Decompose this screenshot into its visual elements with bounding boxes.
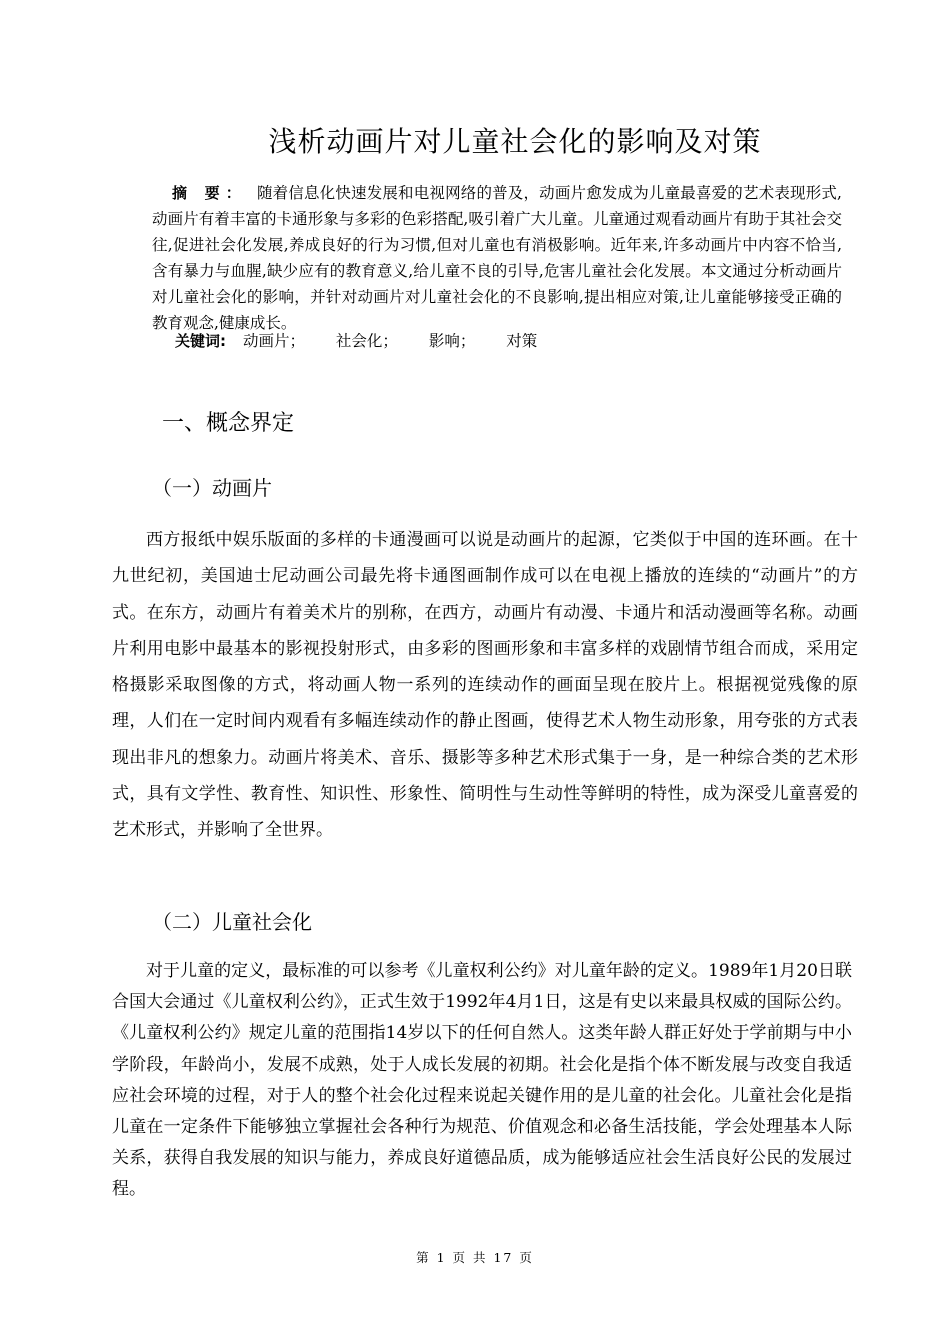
paragraph-animation: 西方报纸中娱乐版面的多样的卡通漫画可以说是动画片的起源，它类似于中国的连环画。在十九世纪初，美国迪士尼动画公司最先将卡通图画制作成可以在电视上播放的连续的“动画片”的方式。在东方，动画片有着美术片的别称，在西方，动画片有动漫、卡通片和活动漫画等名称。动画片利用电影中最基本的影视投射形式，由多彩的图画形象和丰富多样的戏剧情节组合而成，采用定格摄影采取图像的方式，将动画人物一系列的连续动作的画面呈现在胶片上。根据视觉残像的原理，人们在一定时间内观看有多幅连续动作的静止图画，使得艺术人物生动形象，用夸张的方式表现出非凡的想象力。动画片将美术、音乐、摄影等多种艺术形式集于一身，是一种综合类的艺术形式，具有文学性、教育性、知识性、形象性、简明性与生动性等鲜明的特性，成为深受儿童喜爱的艺术形式，并影响了全世界。 [112, 530, 858, 841]
abstract-label: 摘 要： [172, 184, 247, 202]
keyword-item: 社会化； [335, 332, 398, 350]
abstract [152, 180, 842, 336]
keyword-item: 影响； [428, 332, 476, 350]
keywords [175, 328, 563, 354]
section-heading-concepts: 一、概念界定 [162, 411, 295, 436]
subsection-heading-animation: （一）动画片 [152, 476, 272, 500]
paragraph-child-socialization: 对于儿童的定义，最标准的可以参考《儿童权利公约》对儿童年龄的定义。1989年1月20日联合国大会通过《儿童权利公约》，正式生效于1992年4月1日，这是有史以来最具权威的国际公约。《儿童权利公约》规定儿童的范围指14岁以下的任何自然人。这类年龄人群正好处于学前期与中小学阶段，年龄尚小，发展不成熟，处于人成长发展的初期。社会化是指个体不断发展与改变自我适应社会环境的过程，对于人的整个社会化过程来说起关键作用的是儿童的社会化。儿童社会化是指儿童在一定条件下能够独立掌握社会各种行为规范、价值观念和必备生活技能，学会处理基本人际关系，获得自我发展的知识与能力，养成良好道德品质，成为能够适应社会生活良好公民的发展过程。 [112, 961, 852, 1200]
document-title: 浅析动画片对儿童社会化的影响及对策 [268, 125, 762, 158]
keywords-label: 关键词: [175, 332, 226, 350]
subsection-heading-child-socialization: （二）儿童社会化 [152, 910, 312, 934]
keyword-item: 对策 [506, 332, 538, 350]
abstract-text: 随着信息化快速发展和电视网络的普及，动画片愈发成为儿童最喜爱的艺术表现形式,动画片有着丰富的卡通形象与多彩的色彩搭配,吸引着广大儿童。儿童通过观看动画片有助于其社会交往,促进社会化发展,养成良好的行为习惯,但对儿童也有消极影响。近年来,许多动画片中内容不恰当,含有暴力与血腥,缺少应有的教育意义,给儿童不良的引导,危害儿童社会化发展。本文通过分析动画片对儿童社会化的影响，并针对动画片对儿童社会化的不良影响,提出相应对策,让儿童能够接受正确的教育观念,健康成长。 [152, 184, 842, 332]
keyword-item: 动画片； [242, 332, 305, 350]
page-footer: 第 1 页 共 17 页 [416, 1250, 534, 1265]
